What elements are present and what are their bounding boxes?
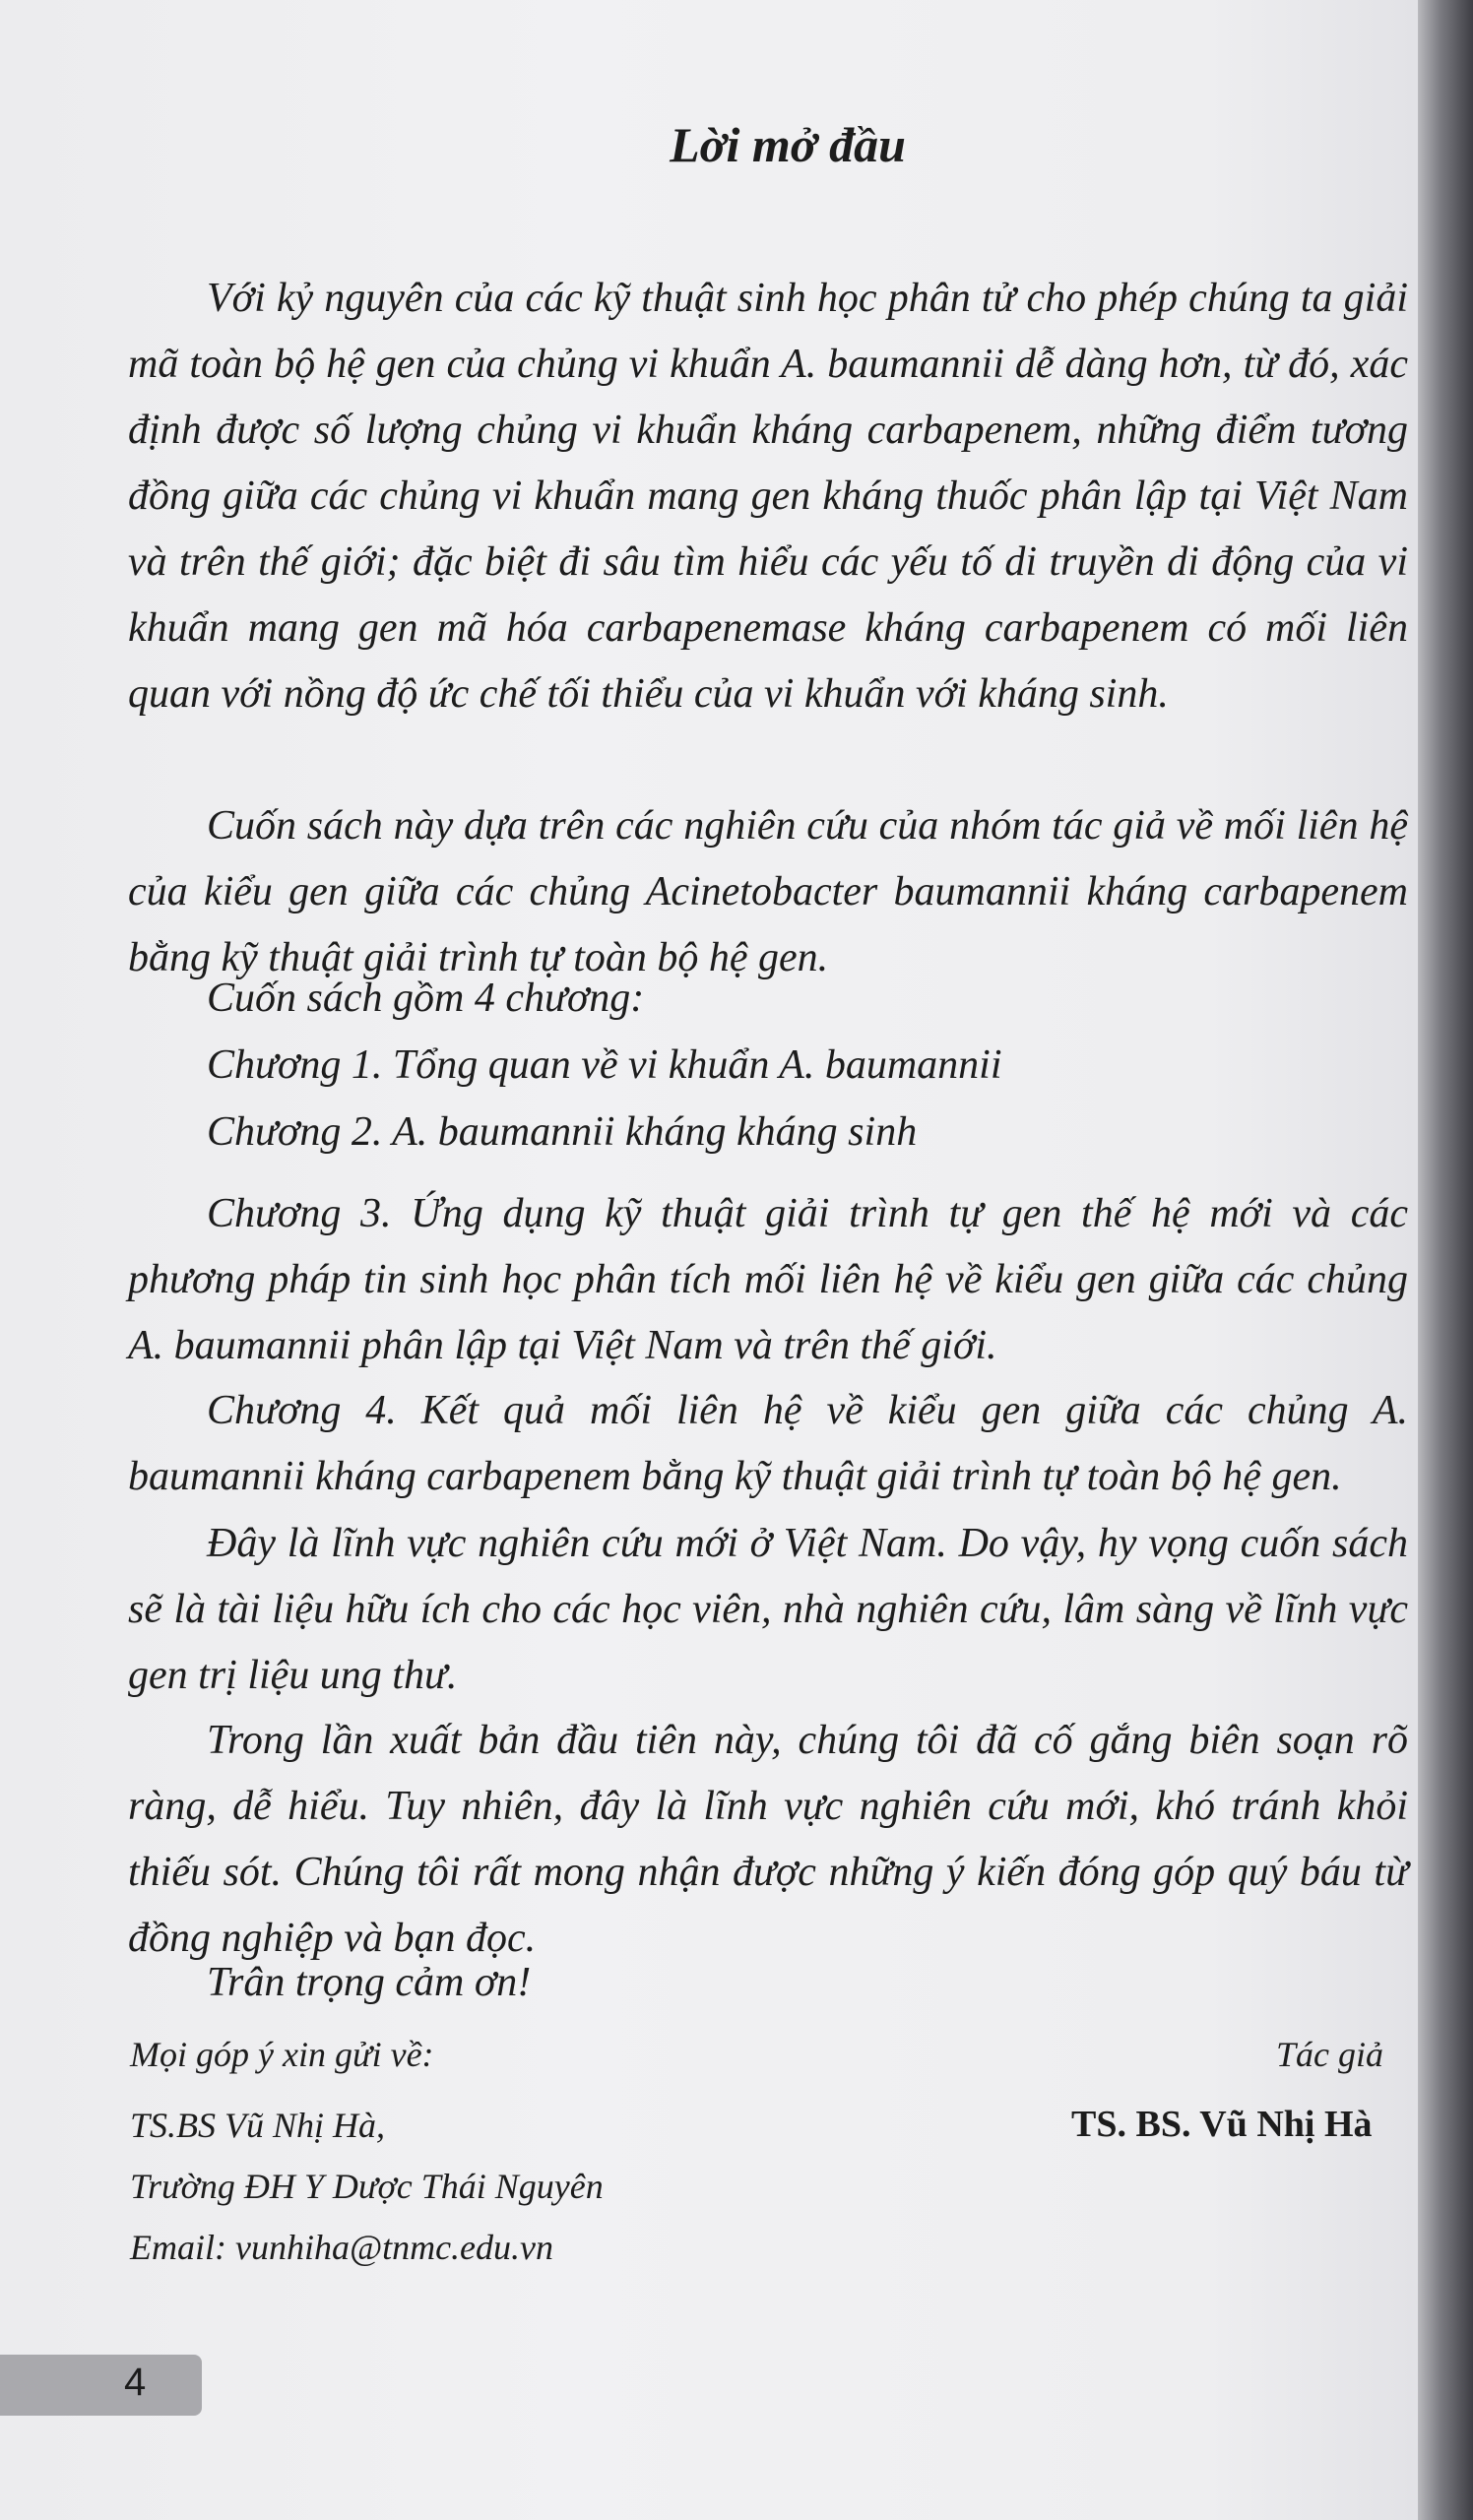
- page-number-tab: [0, 2355, 202, 2416]
- chapter-count: Cuốn sách gồm 4 chương:: [207, 976, 645, 1021]
- signature-label: Tác giả: [1276, 2035, 1384, 2074]
- paragraph-first-edition: Trong lần xuất bản đầu tiên này, chúng tôi đã cố gắng biên soạn rõ ràng, dễ hiểu. Tuy nhiên, đây là lĩnh vực nghiên cứu mới, khó tránh khỏi thiếu sót. Chúng tôi rất mong nhận được những ý kiến đóng góp quý báu từ đồng nghiệp và bạn đọc.: [128, 1718, 1408, 1961]
- contact-organization: Trường ĐH Y Dược Thái Nguyên: [130, 2167, 604, 2206]
- contact-email: Email: vunhiha@tnmc.edu.vn: [130, 2228, 554, 2267]
- signature-name: TS. BS. Vũ Nhị Hà: [1071, 2104, 1373, 2145]
- chapter-1: Chương 1. Tổng quan về vi khuẩn A. baumannii: [207, 1042, 1002, 1088]
- paragraph-book-basis: Cuốn sách này dựa trên các nghiên cứu của nhóm tác giả về mối liên hệ của kiểu gen giữa các chủng Acinetobacter baumannii kháng carbapenem bằng kỹ thuật giải trình tự toàn bộ hệ gen.: [128, 803, 1408, 980]
- contact-name: TS.BS Vũ Nhị Hà,: [130, 2106, 386, 2145]
- thanks: Trân trọng cảm ơn!: [207, 1960, 532, 2005]
- paragraph-intro: Với kỷ nguyên của các kỹ thuật sinh học phân tử cho phép chúng ta giải mã toàn bộ hệ gen của chủng vi khuẩn A. baumannii dễ dàng hơn, từ đó, xác định được số lượng chủng vi khuẩn kháng carbapenem, những điểm tương đồng giữa các chủng vi khuẩn mang gen kháng thuốc phân lập tại Việt Nam và trên thế giới; đặc biệt đi sâu tìm hiểu các yếu tố di truyền di động của vi khuẩn mang gen mã hóa carbapenemase kháng carbapenem có mối liên quan với nồng độ ức chế tối thiểu của vi khuẩn với kháng sinh.: [128, 276, 1408, 717]
- chapter-2: Chương 2. A. baumannii kháng kháng sinh: [207, 1109, 918, 1155]
- contact-label: Mọi góp ý xin gửi về:: [130, 2035, 434, 2074]
- page-title: Lời mở đầu: [670, 117, 906, 172]
- chapter-3: Chương 3. Ứng dụng kỹ thuật giải trình tự gen thế hệ mới và các phương pháp tin sinh học phân tích mối liên hệ về kiểu gen giữa các chủng A. baumannii phân lập tại Việt Nam và trên thế giới.: [128, 1191, 1408, 1368]
- chapter-4: Chương 4. Kết quả mối liên hệ về kiểu gen giữa các chủng A. baumannii kháng carbapenem bằng kỹ thuật giải trình tự toàn bộ hệ gen.: [128, 1388, 1408, 1499]
- page-edge-shadow: [1418, 0, 1473, 2520]
- paragraph-field: Đây là lĩnh vực nghiên cứu mới ở Việt Nam. Do vậy, hy vọng cuốn sách sẽ là tài liệu hữu ích cho các học viên, nhà nghiên cứu, lâm sàng về lĩnh vực gen trị liệu ung thư.: [128, 1521, 1408, 1698]
- page-number: 4: [124, 2361, 147, 2404]
